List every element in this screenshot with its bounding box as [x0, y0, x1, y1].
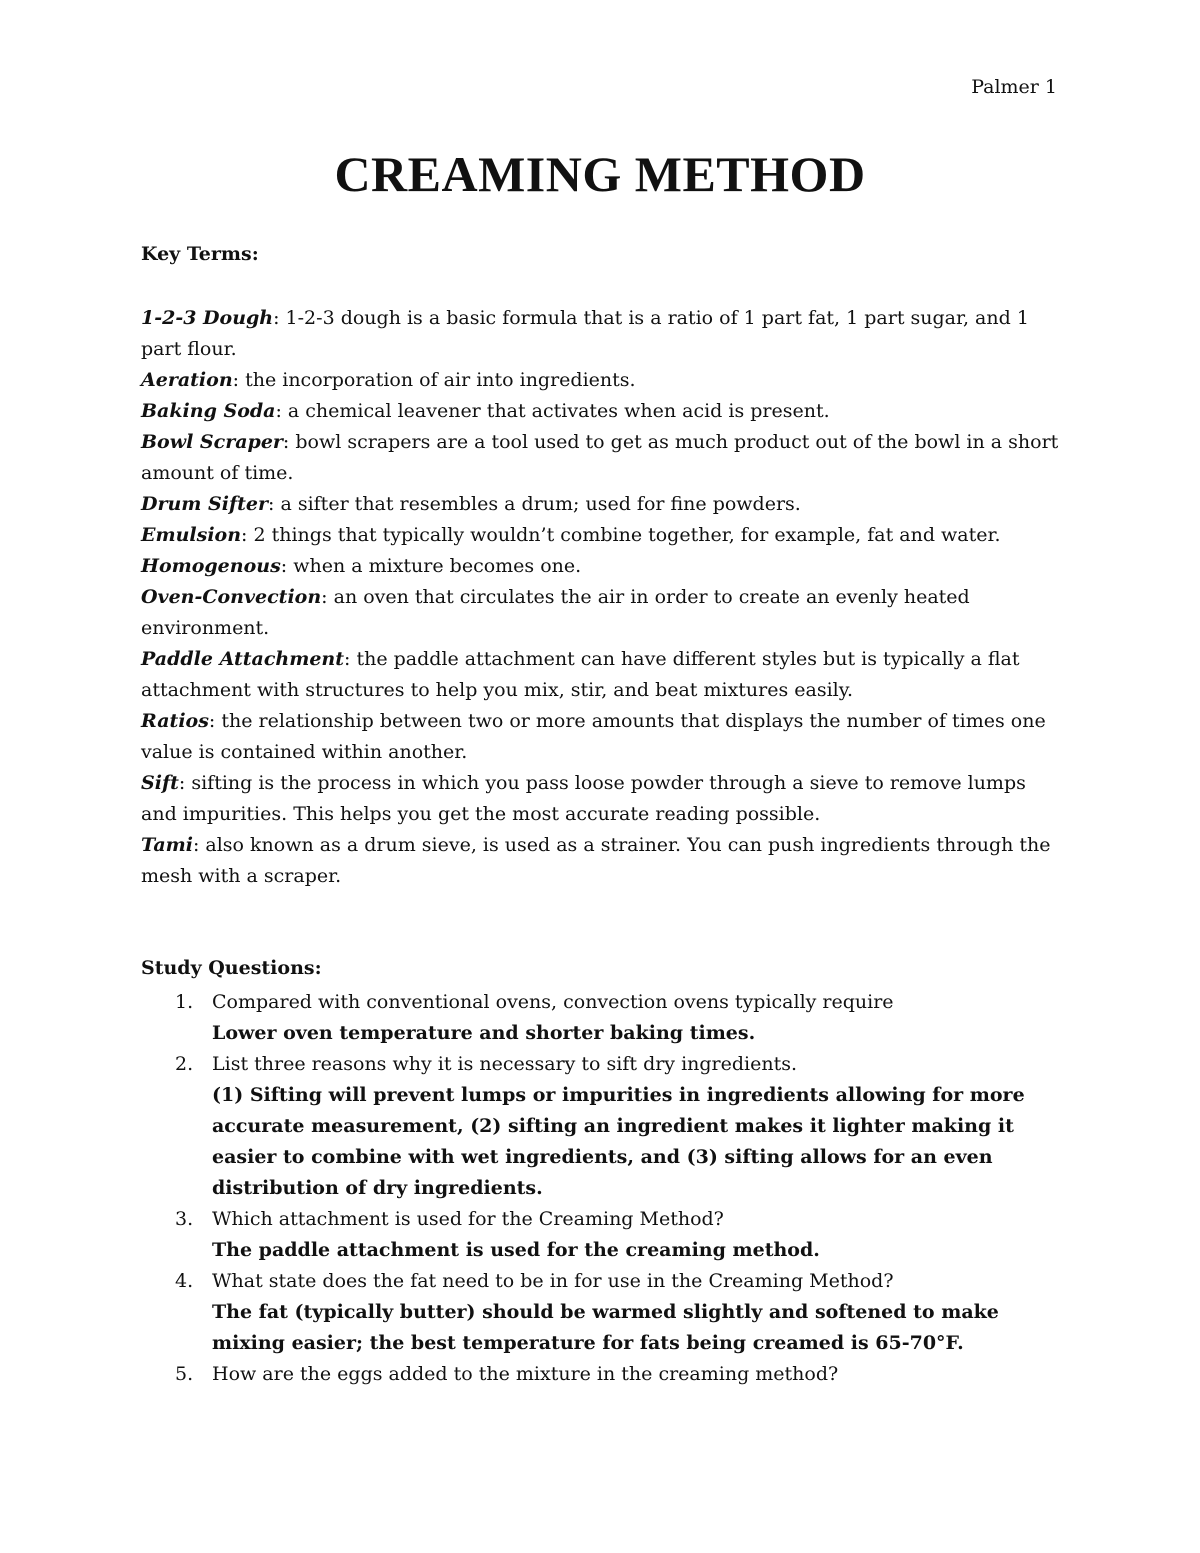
question-text: What state does the fat need to be in for use in the Creaming Method?	[212, 1270, 894, 1292]
term-name: Aeration	[141, 369, 233, 391]
key-terms-heading: Key Terms:	[141, 243, 259, 265]
term-item	[141, 644, 1061, 706]
key-terms-list	[141, 303, 1061, 892]
term-item	[141, 489, 1061, 520]
term-definition: : when a mixture becomes one.	[280, 555, 582, 577]
question-number: 4.	[175, 1270, 194, 1292]
term-name: Homogenous	[141, 555, 281, 577]
term-item	[141, 303, 1061, 365]
term-item	[141, 365, 1061, 396]
term-item	[141, 520, 1061, 551]
document-title: CREAMING METHOD	[334, 146, 866, 202]
term-definition: : 1-2-3 dough is a basic formula that is a ratio of 1 part fat, 1 part sugar, and 1 part flour.	[141, 307, 1029, 360]
question-item	[141, 1359, 1061, 1390]
question-number: 5.	[175, 1363, 194, 1385]
question-number: 1.	[175, 991, 194, 1013]
term-item	[141, 768, 1061, 830]
term-name: Tami	[141, 834, 193, 856]
term-name: Emulsion	[141, 524, 242, 546]
question-body	[212, 987, 1061, 1049]
term-name: Bowl Scraper	[141, 431, 283, 453]
question-body	[212, 1359, 1061, 1390]
question-body	[212, 1266, 1061, 1359]
question-item	[141, 1266, 1061, 1359]
question-item	[141, 987, 1061, 1049]
answer-text: Lower oven temperature and shorter baking times.	[212, 1022, 756, 1044]
question-item	[141, 1049, 1061, 1204]
term-definition: : also known as a drum sieve, is used as a strainer. You can push ingredients through the mesh with a scraper.	[141, 834, 1051, 887]
term-item	[141, 396, 1061, 427]
study-questions-list	[141, 987, 1061, 1390]
term-name: Ratios	[141, 710, 209, 732]
question-number: 3.	[175, 1208, 194, 1230]
term-item	[141, 706, 1061, 768]
term-definition: : 2 things that typically wouldn’t combine together, for example, fat and water.	[241, 524, 1001, 546]
term-name: Baking Soda	[141, 400, 276, 422]
term-definition: : the incorporation of air into ingredients.	[232, 369, 636, 391]
term-item	[141, 551, 1061, 582]
page-header-label: Palmer 1	[971, 76, 1057, 98]
term-definition: : the relationship between two or more amounts that displays the number of times one value is contained within another.	[141, 710, 1046, 763]
question-text: List three reasons why it is necessary to sift dry ingredients.	[212, 1053, 798, 1075]
study-questions-heading: Study Questions:	[141, 957, 322, 979]
question-text: Compared with conventional ovens, convection ovens typically require	[212, 991, 894, 1013]
question-text: Which attachment is used for the Creaming Method?	[212, 1208, 724, 1230]
question-number: 2.	[175, 1053, 194, 1075]
answer-text: The paddle attachment is used for the creaming method.	[212, 1239, 820, 1261]
term-definition: : the paddle attachment can have different styles but is typically a flat attachment with structures to help you mix, stir, and beat mixtures easily.	[141, 648, 1020, 701]
question-text: How are the eggs added to the mixture in the creaming method?	[212, 1363, 839, 1385]
term-name: 1-2-3 Dough	[141, 307, 274, 329]
term-definition: : sifting is the process in which you pass loose powder through a sieve to remove lumps and impurities. This helps you get the most accurate reading possible.	[141, 772, 1026, 825]
answer-text: (1) Sifting will prevent lumps or impurities in ingredients allowing for more accurate measurement, (2) sifting an ingredient makes it lighter making it easier to combine with wet ingredients, and (3) sifting allows for an even distribution of dry ingredients.	[212, 1084, 1025, 1199]
term-name: Sift	[141, 772, 179, 794]
term-item	[141, 830, 1061, 892]
term-name: Oven-Convection	[141, 586, 322, 608]
term-item	[141, 582, 1061, 644]
term-item	[141, 427, 1061, 489]
term-definition: : a chemical leavener that activates when acid is present.	[275, 400, 830, 422]
question-item	[141, 1204, 1061, 1266]
term-definition: : a sifter that resembles a drum; used for fine powders.	[268, 493, 801, 515]
term-definition: : bowl scrapers are a tool used to get as much product out of the bowl in a short amount of time.	[141, 431, 1059, 484]
term-name: Drum Sifter	[141, 493, 269, 515]
question-body	[212, 1204, 1061, 1266]
answer-text: The fat (typically butter) should be warmed slightly and softened to make mixing easier; the best temperature for fats being creamed is 65-70°F.	[212, 1301, 999, 1354]
term-definition: : an oven that circulates the air in order to create an evenly heated environment.	[141, 586, 970, 639]
question-body	[212, 1049, 1061, 1204]
term-name: Paddle Attachment	[141, 648, 345, 670]
